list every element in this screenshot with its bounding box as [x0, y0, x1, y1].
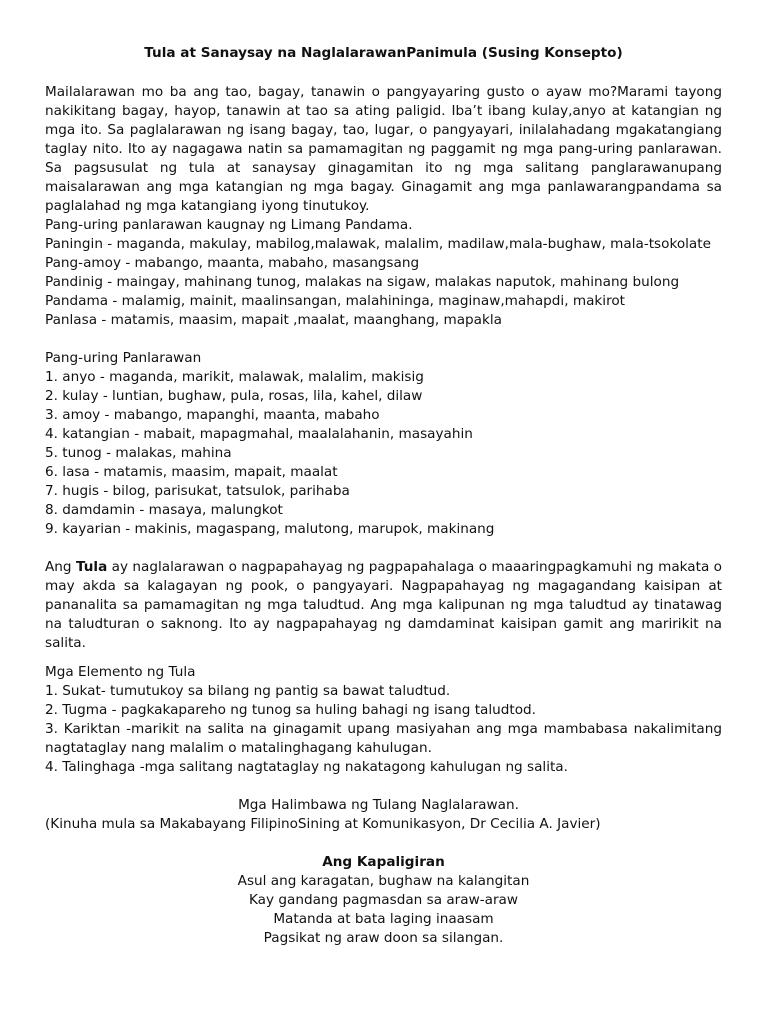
- panlarawan-item: 2. kulay - luntian, bughaw, pula, rosas, lila, kahel, dilaw: [45, 388, 423, 404]
- pandama-item: Pandinig - maingay, mahinang tunog, malakas na sigaw, malakas naputok, mahinang bulong: [45, 274, 680, 290]
- intro-paragraph: Mailalarawan mo ba ang tao, bagay, tanawin o pangyayaring gusto o ayaw mo?Marami tayong nakikitang bagay, hayop, tanawin at tao sa ating paligid. Iba’t ibang kulay,anyo at katangian ng mga ito. Sa paglalarawan ng isang bagay, tao, lugar, o pangyayari, inilalahadang mgakatangiang taglay nito. Ito ay nagagawa natin sa pamamagitan ng paggamit ng mga pang-uring panlarawan. Sa pagsusulat ng tula at sanaysay ginagamitan ito ng mga salitang panglarawanupang maisalarawan ang mga katangian ng mga bagay. Ginagamit ang mga panlawarangpandama sa paglalahad ng mga katangiang iyong tinutukoy.: [45, 84, 722, 214]
- pandama-item: Pang-amoy - mabango, maanta, mabaho, masangsang: [45, 255, 420, 271]
- tula-definition: ay naglalarawan o nagpapahayag ng pagpapahalaga o maaaringpagkamuhi ng makata o may akda sa kalagayan ng pook, o pangyayari. Nagpapahayag ng magagandang kaisipan at pananalita sa pamamagitan ng mga taludtud. Ang mga kalipunan ng mga taludtud ay tinatawag na taludturan o saknong. Ito ay nagpapahayag ng damdaminat kaisipan gamit ang maririkit na salita.: [45, 559, 722, 651]
- spacer: [45, 539, 722, 558]
- document-page: [45, 0, 722, 948]
- pandama-item: Pandama - malamig, mainit, maalinsangan, malahininga, maginaw,mahapdi, makirot: [45, 293, 626, 309]
- panlarawan-item: 4. katangian - mabait, mapagmahal, maalalahanin, masayahin: [45, 426, 473, 442]
- document-title: Tula at Sanaysay na NaglalarawanPanimula (Susing Konsepto): [144, 45, 623, 61]
- elemento-item: 3. Kariktan -marikit na salita na ginagamit upang masiyahan ang mga mambabasa nakalimitang nagtataglay nang malalim o matalinghagang kahulugan.: [45, 721, 722, 756]
- spacer: [45, 653, 722, 663]
- pandama-heading: Pang-uring panlarawan kaugnay ng Limang Pandama.: [45, 217, 413, 233]
- poem-line: Kay gandang pagmasdan sa araw-araw: [249, 892, 518, 908]
- pandama-item: Panlasa - matamis, maasim, mapait ,maalat, maanghang, mapakla: [45, 312, 502, 328]
- tula-prefix: Ang: [45, 559, 76, 575]
- panlarawan-item: 6. lasa - matamis, maasim, mapait, maalat: [45, 464, 338, 480]
- elemento-item: 2. Tugma - pagkakapareho ng tunog sa huling bahagi ng isang taludtod.: [45, 702, 536, 718]
- panlarawan-item: 9. kayarian - makinis, magaspang, malutong, marupok, makinang: [45, 521, 495, 537]
- elemento-item: 1. Sukat- tumutukoy sa bilang ng pantig sa bawat taludtud.: [45, 683, 451, 699]
- panlarawan-heading: Pang-uring Panlarawan: [45, 350, 202, 366]
- halimbawa-heading: Mga Halimbawa ng Tulang Naglalarawan.: [238, 797, 519, 813]
- panlarawan-item: 8. damdamin - masaya, malungkot: [45, 502, 283, 518]
- panlarawan-item: 1. anyo - maganda, marikit, malawak, malalim, makisig: [45, 369, 424, 385]
- elemento-item: 4. Talinghaga -mga salitang nagtataglay ng nakatagong kahulugan ng salita.: [45, 759, 568, 775]
- panlarawan-item: 3. amoy - mabango, mapanghi, maanta, mabaho: [45, 407, 380, 423]
- panlarawan-item: 5. tunog - malakas, mahina: [45, 445, 232, 461]
- poem-line: Matanda at bata laging inaasam: [273, 911, 494, 927]
- spacer: [45, 777, 722, 796]
- spacer: [45, 834, 722, 853]
- poem-line: Asul ang karagatan, bughaw na kalangitan: [237, 873, 530, 889]
- pandama-item: Paningin - maganda, makulay, mabilog,malawak, malalim, madilaw,mala-bughaw, mala-tsokolate: [45, 236, 711, 252]
- panlarawan-item: 7. hugis - bilog, parisukat, tatsulok, parihaba: [45, 483, 350, 499]
- tula-paragraph: [45, 558, 722, 653]
- source-citation: (Kinuha mula sa Makabayang FilipinoSining at Komunikasyon, Dr Cecilia A. Javier): [45, 816, 601, 832]
- tula-term: Tula: [75, 559, 108, 575]
- elemento-heading: Mga Elemento ng Tula: [45, 664, 196, 680]
- poem-title: Ang Kapaligiran: [322, 854, 445, 870]
- poem-line: Pagsikat ng araw doon sa silangan.: [263, 930, 504, 946]
- spacer: [45, 330, 722, 349]
